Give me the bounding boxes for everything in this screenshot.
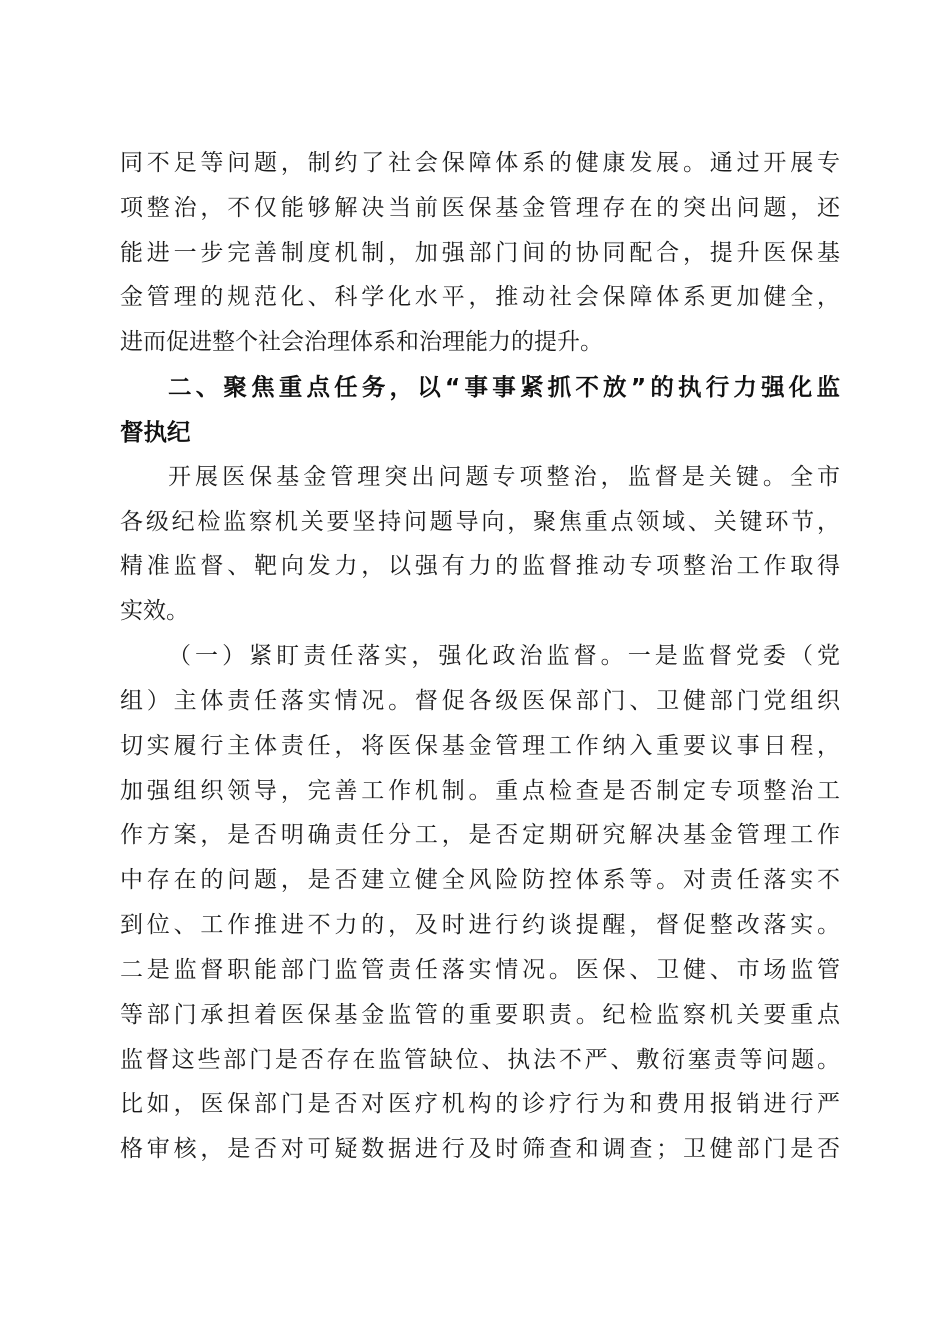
body-line: 二是监督职能部门监管责任落实情况。医保、卫健、市场监管 (120, 957, 840, 983)
body-line: 开展医保基金管理突出问题专项整治，监督是关键。全市 (168, 464, 840, 490)
body-line: 监督这些部门是否存在监管缺位、执法不严、敷衍塞责等问题。 (120, 1047, 840, 1073)
body-line: 到位、工作推进不力的，及时进行约谈提醒，督促整改落实。 (120, 912, 840, 938)
body-line: 实效。 (120, 598, 189, 624)
subsection-line: （一）紧盯责任落实，强化政治监督。一是监督党委（党 (168, 643, 840, 669)
body-line: 同不足等问题，制约了社会保障体系的健康发展。通过开展专 (120, 150, 840, 176)
body-line: 组）主体责任落实情况。督促各级医保部门、卫健部门党组织 (120, 688, 840, 714)
body-line: 格审核，是否对可疑数据进行及时筛查和调查；卫健部门是否 (120, 1136, 840, 1162)
body-line: 能进一步完善制度机制，加强部门间的协同配合，提升医保基 (120, 240, 840, 266)
body-line: 金管理的规范化、科学化水平，推动社会保障体系更加健全， (120, 284, 840, 310)
body-line: 精准监督、靶向发力，以强有力的监督推动专项整治工作取得 (120, 553, 840, 579)
body-line: 比如，医保部门是否对医疗机构的诊疗行为和费用报销进行严 (120, 1091, 840, 1117)
section-heading-continuation: 督执纪 (120, 418, 191, 446)
body-line: 加强组织领导，完善工作机制。重点检查是否制定专项整治工 (120, 778, 840, 804)
body-line: 等部门承担着医保基金监管的重要职责。纪检监察机关要重点 (120, 1002, 840, 1028)
body-line: 各级纪检监察机关要坚持问题导向，聚焦重点领域、关键环节， (120, 509, 840, 535)
body-line: 中存在的问题，是否建立健全风险防控体系等。对责任落实不 (120, 867, 840, 893)
body-line: 切实履行主体责任，将医保基金管理工作纳入重要议事日程， (120, 733, 840, 759)
body-line: 进而促进整个社会治理体系和治理能力的提升。 (120, 329, 603, 355)
body-line: 项整治，不仅能够解决当前医保基金管理存在的突出问题，还 (120, 195, 840, 221)
section-heading: 二、聚焦重点任务，以“事事紧抓不放”的执行力强化监 (168, 373, 840, 401)
body-line: 作方案，是否明确责任分工，是否定期研究解决基金管理工作 (120, 822, 840, 848)
